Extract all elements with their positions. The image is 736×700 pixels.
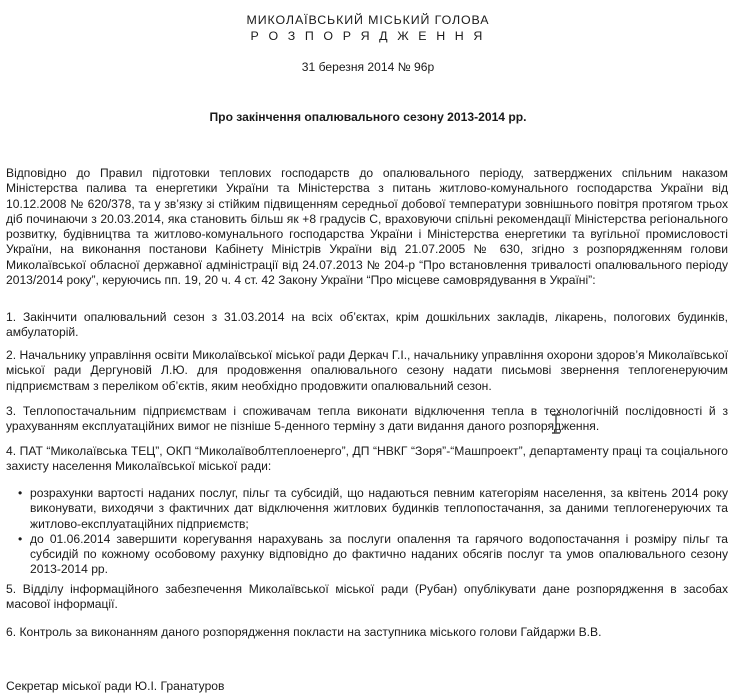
item-4-text: 4. ПАТ “Миколаївська ТЕЦ”, ОКП “Миколаївоблтеплоенерго”, ДП “НВКГ “Зоря”-“Машпроект”, департаменту праці та соціального захисту населення Миколаївської міської ради: [6, 444, 728, 474]
bullet-1-text: розрахунки вартості наданих послуг, пільг та субсидій, що надаються певним категоріям населення, за квітень 2014 року виконувати, виходячи з фактичних дат відключення житлових будинків теплопостачання, за даними теплогенеруючих та житлово-експлуатаційних підприємств; [30, 486, 728, 531]
list-item [18, 486, 728, 532]
item-4 [6, 444, 728, 475]
intro-text: Відповідно до Правил підготовки теплових господарств до опалювального періоду, затверджених спільним наказом Міністерства палива та енергетики України та Міністерства з питань житлово-комунального господарства України від 10.12.2008 № 620/378, та у зв’язку зі стійким підвищенням середньої добової температури зовнішнього повітря протягом трьох діб починаючи з 20.03.2014, яка становить більш як +8 градусів С, враховуючи спільні рекомендації Міністерства регіонального розвитку, будівництва та житлово-комунального господарства України і Міністерства енергетики та вугільної промисловості України, на виконання постанови Кабінету Міністрів України від 21.07.2005 № 630, згідно з розпорядженням голови Миколаївської обласної державної адміністрації від 24.07.2013 № 204-р “Про встановлення тривалості опалювального періоду 2013/2014 року”, керуючись пп. 19, 20 ч. 4 ст. 42 Закону України “Про місцеве самоврядування в Україні”: [6, 166, 728, 288]
item-3 [6, 404, 728, 435]
bullet-icon: • [18, 486, 23, 500]
item-4-bullet-list [18, 486, 728, 578]
item-6-text: 6. Контроль за виконанням даного розпорядження покласти на заступника міського голови Гайдаржи В.В. [6, 625, 602, 639]
item-1-text: 1. Закінчити опалювальний сезон з 31.03.2014 на всіх об’єктах, крім дошкільних закладів, лікарень, пологових будинків, амбулаторій. [6, 310, 728, 340]
bullet-icon: • [18, 531, 23, 546]
item-5 [6, 582, 728, 613]
intro-paragraph [6, 166, 728, 288]
item-1 [6, 310, 728, 341]
item-6 [6, 625, 728, 640]
item-2-text: 2. Начальнику управління освіти Миколаївської міської ради Деркач Г.І., начальнику управління охорони здоров’я Миколаївської міської ради Дергуновій Л.Ю. для продовження опалювального сезону надати письмові звернення теплогенеруючим підприємствам з переліком об’єктів, яким необхідно продовжити опалювальний сезон. [6, 348, 728, 393]
signature-line [6, 679, 728, 694]
text-cursor-icon [549, 414, 563, 434]
signature-text: Секретар міської ради Ю.І. Гранатуров [6, 679, 225, 693]
item-5-text: 5. Відділу інформаційного забезпечення Миколаївської міської ради (Рубан) опублікувати дане розпорядження в засобах масової інформації. [6, 582, 728, 612]
date-and-number: 31 березня 2014 № 96р [301, 60, 435, 74]
authority-heading: МИКОЛАЇВСЬКИЙ МІСЬКИЙ ГОЛОВА [246, 13, 490, 27]
document-type-heading: Р О З П О Р Я Д Ж Е Н Н Я [250, 29, 486, 43]
item-2 [6, 348, 728, 394]
list-item [18, 532, 728, 578]
item-3-text: 3. Теплопостачальним підприємствам і споживачам тепла виконати відключення тепла в технологічній послідовності й з урахуванням експлуатаційних вимог не пізніше 5-денного терміну з дати видання даного розпорядження. [6, 404, 728, 434]
document-title: Про закінчення опалювального сезону 2013-2014 рр. [209, 110, 527, 124]
bullet-2-text: до 01.06.2014 завершити корегування нарахувань за послуги опалення та гарячого водопостачання і розміру пільг та субсидій по кожному особовому рахунку відповідно до фактично наданих обсягів послуг та умов опалювального сезону 2013-2014 рр. [30, 531, 728, 577]
